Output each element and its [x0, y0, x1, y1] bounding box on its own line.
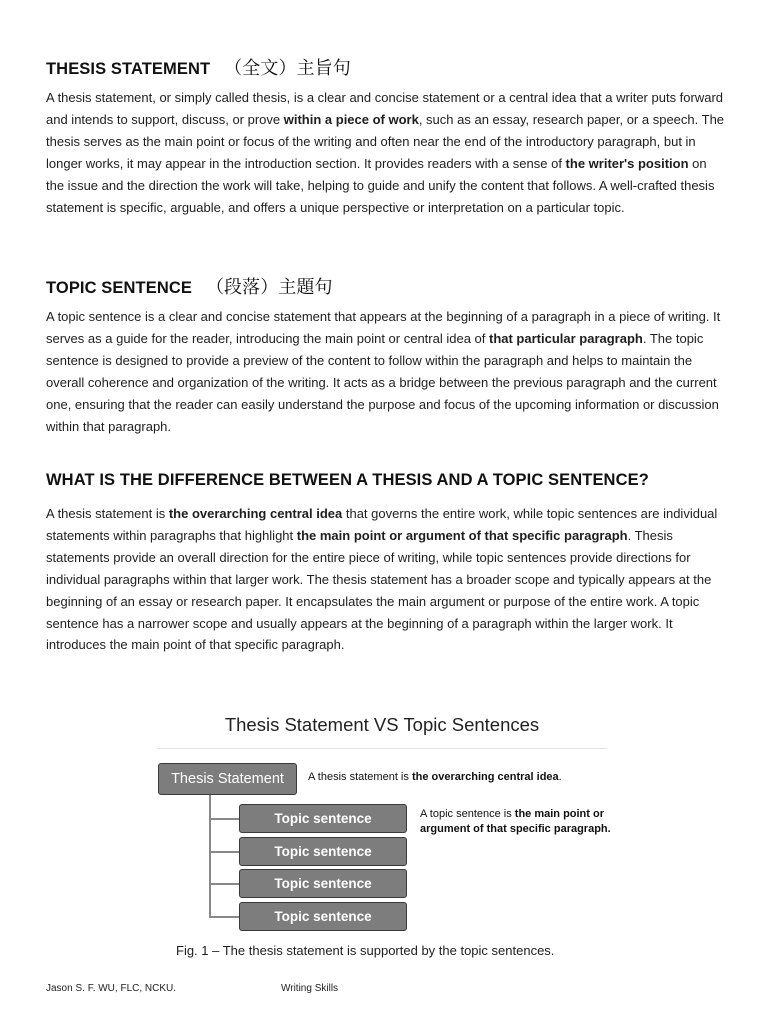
body-text: A thesis statement is — [46, 506, 169, 521]
figure-title-divider — [157, 748, 607, 749]
figure-caption: Fig. 1 – The thesis statement is supported by the topic sentences. — [176, 943, 555, 958]
emphasis-text: within a piece of work — [283, 111, 419, 127]
topic-sentence-box-2: Topic sentence — [239, 837, 407, 866]
thesis-heading-cjk: （全文）主旨句 — [224, 58, 351, 78]
thesis-note — [308, 770, 562, 785]
topic-note-prefix: A topic sentence is — [420, 808, 515, 820]
body-text: A topic sentence is a clear and concise statement that appears at the beginning of a paragraph in a piece of writing. It serves as a guide for the reader, introducing the main point or central idea of — [46, 309, 721, 346]
connector-trunk — [209, 795, 211, 917]
thesis-paragraph — [46, 87, 726, 218]
thesis-note-bold: the overarching central idea — [411, 771, 559, 783]
topic-note-bold: the main point or argument of that specific paragraph. — [420, 808, 611, 835]
thesis-note-suffix: . — [558, 771, 562, 783]
topic-heading-cjk: （段落）主題句 — [205, 277, 333, 297]
emphasis-text: the main point or argument of that specific paragraph — [296, 527, 628, 543]
topic-paragraph — [46, 306, 724, 437]
thesis-statement-box: Thesis Statement — [158, 763, 297, 795]
difference-paragraph — [46, 503, 718, 656]
body-text: . The topic sentence is designed to provide a preview of the content to follow within the paragraph and helps to maintain the overall coherence and organization of the writing. It acts as a bridge between the previous paragraph and the current one, ensuring that the reader can easily understand the purpose and focus of the upcoming information or discussion within that paragraph. — [46, 330, 719, 434]
footer-author: Jason S. F. WU, FLC, NCKU. — [46, 983, 177, 994]
topic-section-heading — [46, 273, 333, 299]
emphasis-text: the writer's position — [565, 155, 689, 171]
connector-branch — [209, 851, 240, 853]
difference-section-heading: WHAT IS THE DIFFERENCE BETWEEN A THESIS AND A TOPIC SENTENCE? — [46, 471, 649, 489]
body-text: A thesis statement, or simply called thesis, is a clear and concise statement or a central idea that a writer puts forward and intends to support, discuss, or prove — [46, 90, 724, 127]
connector-branch — [209, 818, 240, 820]
thesis-section-heading — [46, 54, 351, 80]
connector-branch — [209, 883, 240, 885]
footer-course: Writing Skills — [281, 983, 339, 994]
body-text: on the issue and the direction the work will take, helping to guide and unify the content that follows. A well-crafted thesis statement is specific, arguable, and offers a unique perspective or interpretation on a particular topic. — [46, 155, 715, 215]
body-text: that governs the entire work, while topic sentences are individual statements within paragraphs that highlight — [46, 506, 718, 543]
topic-sentence-box-3: Topic sentence — [239, 869, 407, 898]
topic-note — [420, 807, 620, 837]
connector-branch — [209, 916, 240, 918]
body-text: . Thesis statements provide an overall direction for the entire piece of writing, while topic sentences provide directions for individual paragraphs within that larger work. The thesis statement has a broader scope and typically appears at the beginning of an essay or research paper. It encapsulates the main argument or purpose of the entire work. A topic sentence has a narrower scope and usually appears at the beginning of a paragraph within the larger work. It introduces the main point of that specific paragraph. — [46, 527, 712, 653]
body-text: , such as an essay, research paper, or a speech. The thesis serves as the main point or focus of the writing and often near the end of the introductory paragraph, but in longer works, it may appear in the introduction section. It provides readers with a sense of — [46, 111, 725, 171]
figure-title: Thesis Statement VS Topic Sentences — [224, 714, 540, 735]
emphasis-text: the overarching central idea — [168, 506, 343, 521]
topic-heading-text: TOPIC SENTENCE — [46, 279, 192, 297]
topic-sentence-box-4: Topic sentence — [239, 902, 407, 931]
topic-sentence-box-1: Topic sentence — [239, 804, 407, 833]
emphasis-text: that particular paragraph — [488, 330, 643, 346]
thesis-heading-text: THESIS STATEMENT — [46, 60, 211, 78]
thesis-note-prefix: A thesis statement is — [308, 771, 412, 783]
